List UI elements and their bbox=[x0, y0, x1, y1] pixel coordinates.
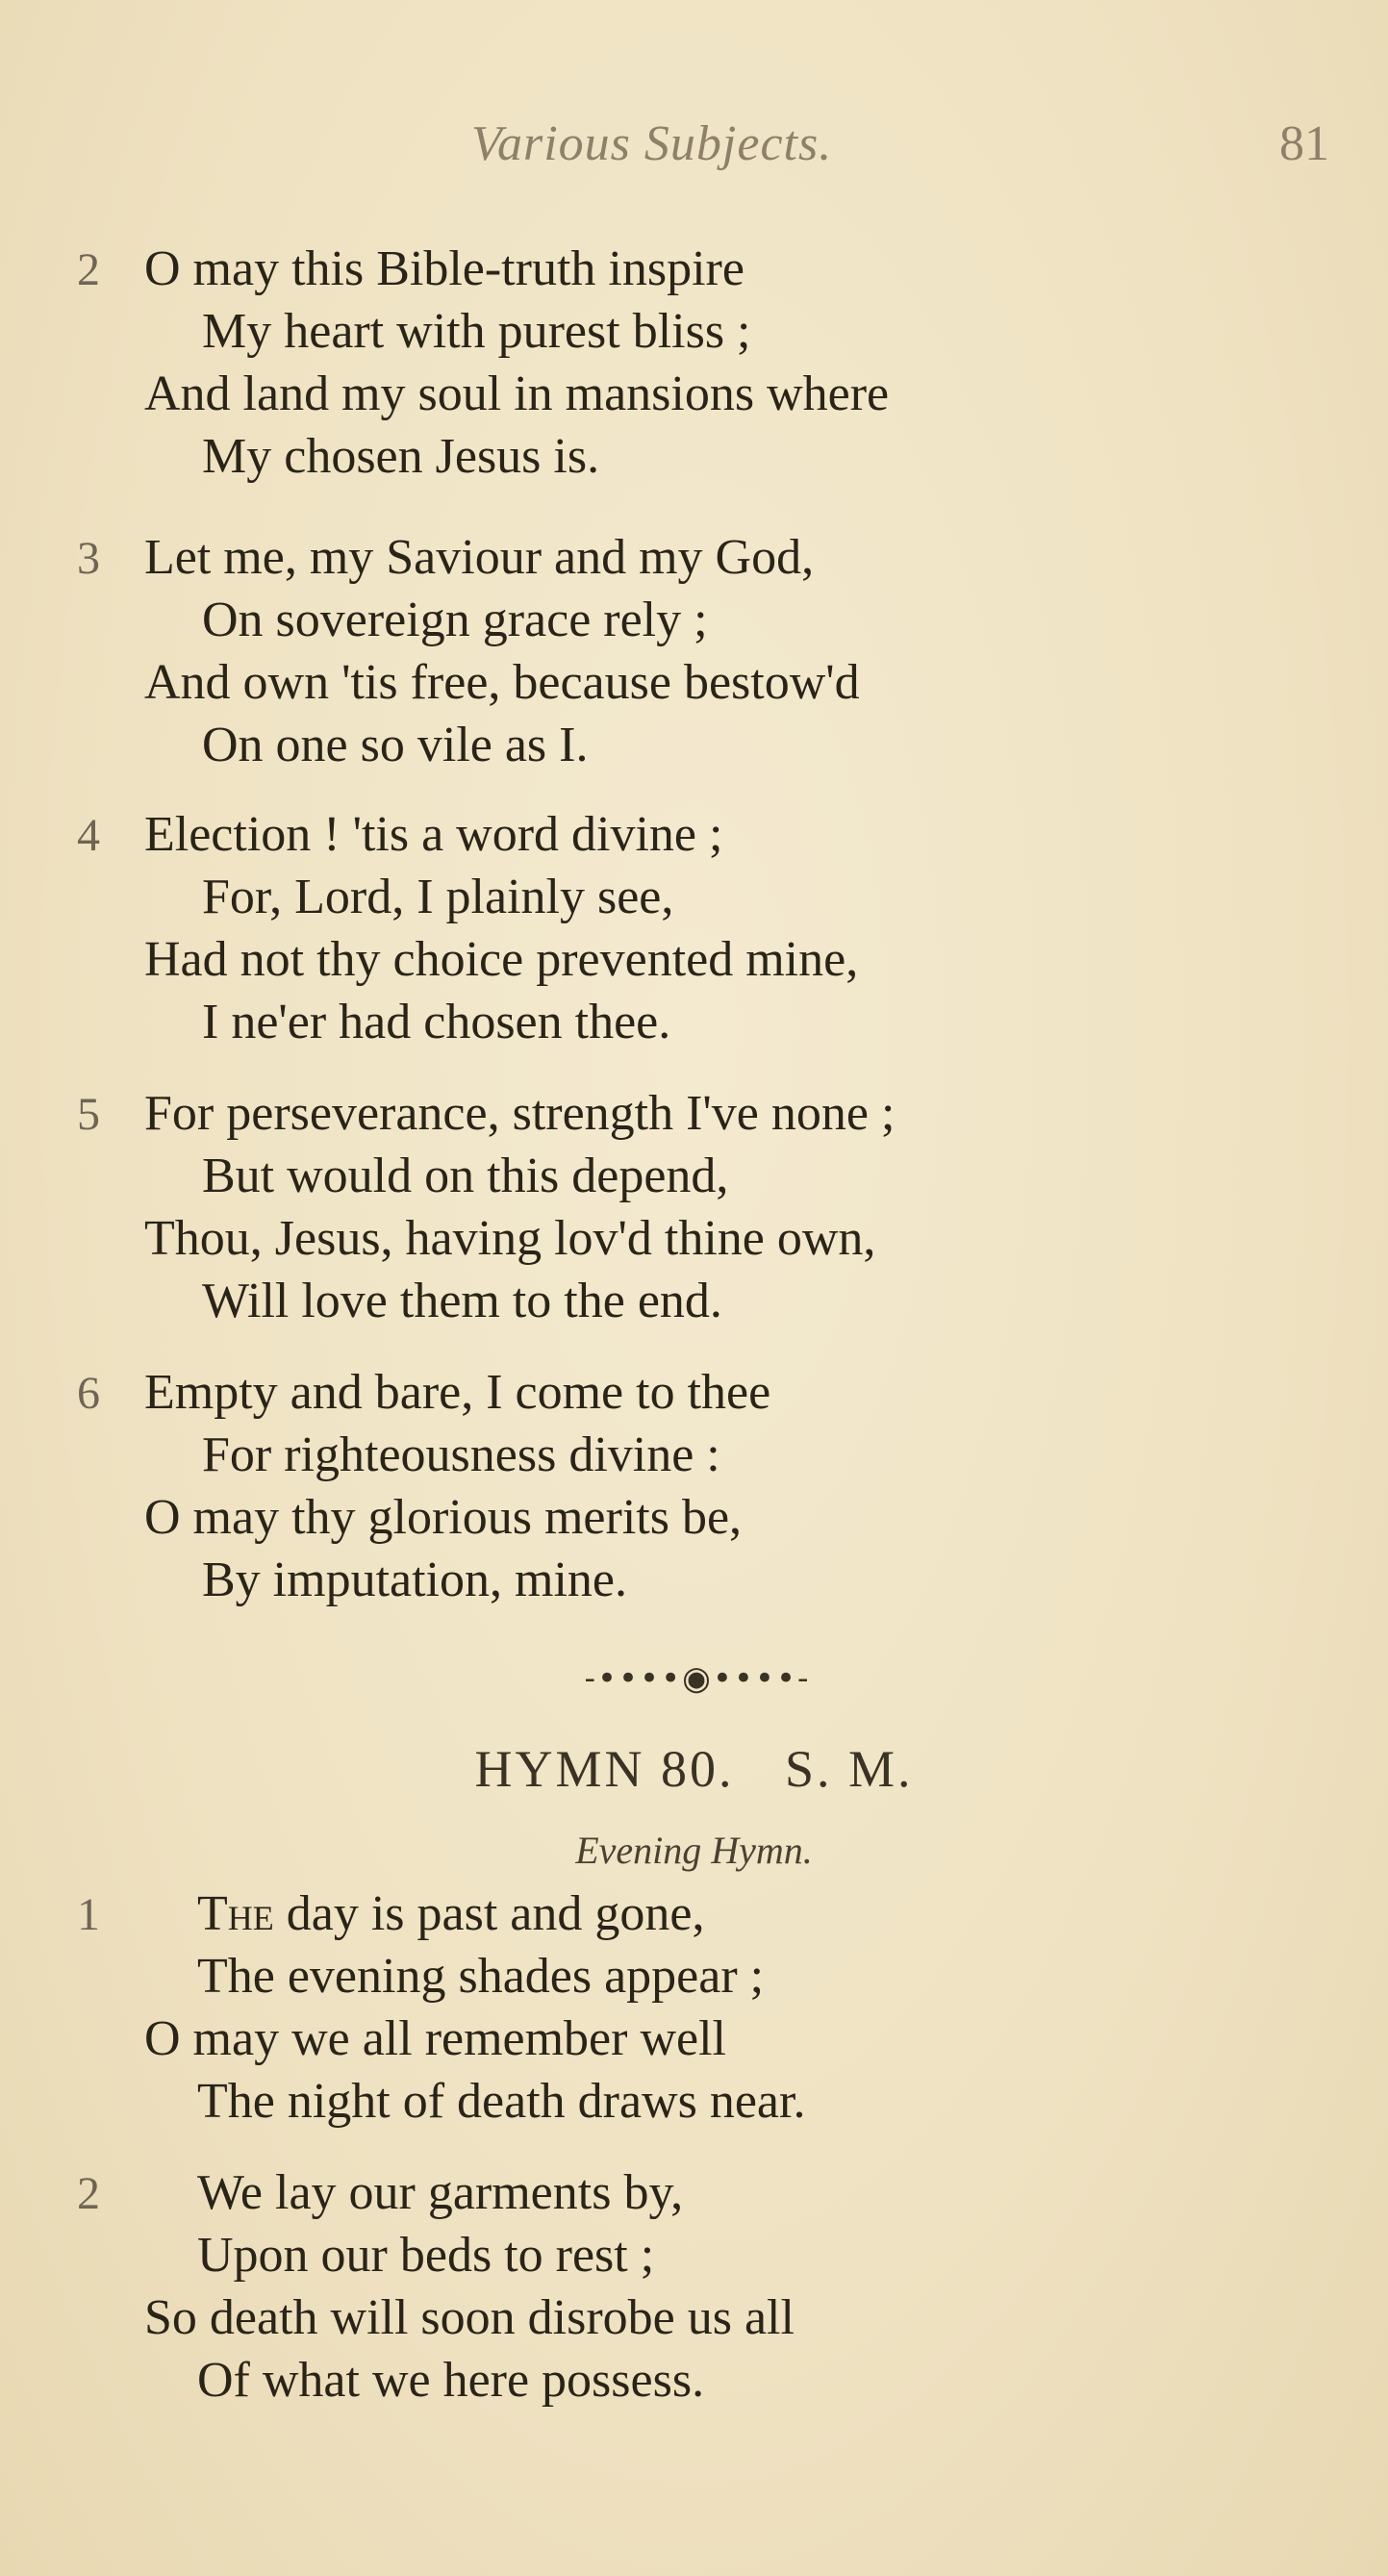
stanza-line: We lay our garments by, bbox=[197, 2165, 684, 2220]
stanza-line: Had not thy choice prevented mine, bbox=[144, 932, 859, 987]
page-number: 81 bbox=[1279, 116, 1329, 171]
hymn-heading bbox=[0, 1739, 1388, 1799]
stanza-number: 6 bbox=[77, 1368, 100, 1419]
stanza-line: So death will soon disrobe us all bbox=[144, 2290, 795, 2345]
stanza-line: O may we all remember well bbox=[144, 2011, 726, 2066]
stanza-line: For righteousness divine : bbox=[202, 1427, 720, 1482]
stanza-line: On one so vile as I. bbox=[202, 718, 589, 772]
hymn-label: HYMN 80. bbox=[474, 1740, 735, 1798]
stanza-line: Upon our beds to rest ; bbox=[197, 2228, 655, 2283]
stanza-line: Election ! 'tis a word divine ; bbox=[144, 807, 723, 862]
stanza-line: Empty and bare, I come to thee bbox=[144, 1365, 771, 1420]
stanza-line: On sovereign grace rely ; bbox=[202, 593, 708, 647]
stanza-line: And own 'tis free, because bestow'd bbox=[144, 655, 860, 710]
stanza-line: But would on this depend, bbox=[202, 1149, 729, 1203]
stanza-line: Let me, my Saviour and my God, bbox=[144, 530, 815, 585]
stanza-line: O may this Bible-truth inspire bbox=[144, 241, 744, 296]
hymn-subtitle: Evening Hymn. bbox=[575, 1829, 813, 1872]
stanza-line: By imputation, mine. bbox=[202, 1553, 627, 1607]
stanza-line: O may thy glorious merits be, bbox=[144, 1490, 743, 1545]
running-title: Various Subjects. bbox=[471, 116, 833, 171]
stanza-line: Thou, Jesus, having lov'd thine own, bbox=[144, 1211, 876, 1266]
stanza-line: Of what we here possess. bbox=[197, 2353, 705, 2408]
stanza-line: I ne'er had chosen thee. bbox=[202, 995, 671, 1049]
stanza-line: The night of death draws near. bbox=[197, 2074, 806, 2129]
running-head bbox=[0, 115, 1388, 183]
stanza-line: Will love them to the end. bbox=[202, 1274, 722, 1328]
stanza-number: 1 bbox=[77, 1889, 100, 1940]
first-line-rest: day is past and gone, bbox=[273, 1886, 705, 1941]
stanza-line: My heart with purest bliss ; bbox=[202, 304, 751, 359]
first-word: The bbox=[197, 1886, 274, 1941]
stanza-number: 2 bbox=[77, 244, 100, 295]
ornament-divider: -••••◉••••- bbox=[584, 1659, 811, 1698]
stanza-line: My chosen Jesus is. bbox=[202, 429, 600, 484]
stanza-number: 2 bbox=[77, 2168, 100, 2219]
stanza-number: 3 bbox=[77, 533, 100, 584]
hymn-meter: S. M. bbox=[784, 1740, 914, 1798]
stanza-line: The evening shades appear ; bbox=[197, 1949, 765, 2004]
stanza-number: 4 bbox=[77, 810, 100, 861]
stanza-number: 5 bbox=[77, 1089, 100, 1140]
stanza-line: For, Lord, I plainly see, bbox=[202, 870, 674, 924]
stanza-line: And land my soul in mansions where bbox=[144, 366, 890, 421]
stanza-line bbox=[197, 1885, 704, 1943]
stanza-line: For perseverance, strength I've none ; bbox=[144, 1086, 896, 1141]
